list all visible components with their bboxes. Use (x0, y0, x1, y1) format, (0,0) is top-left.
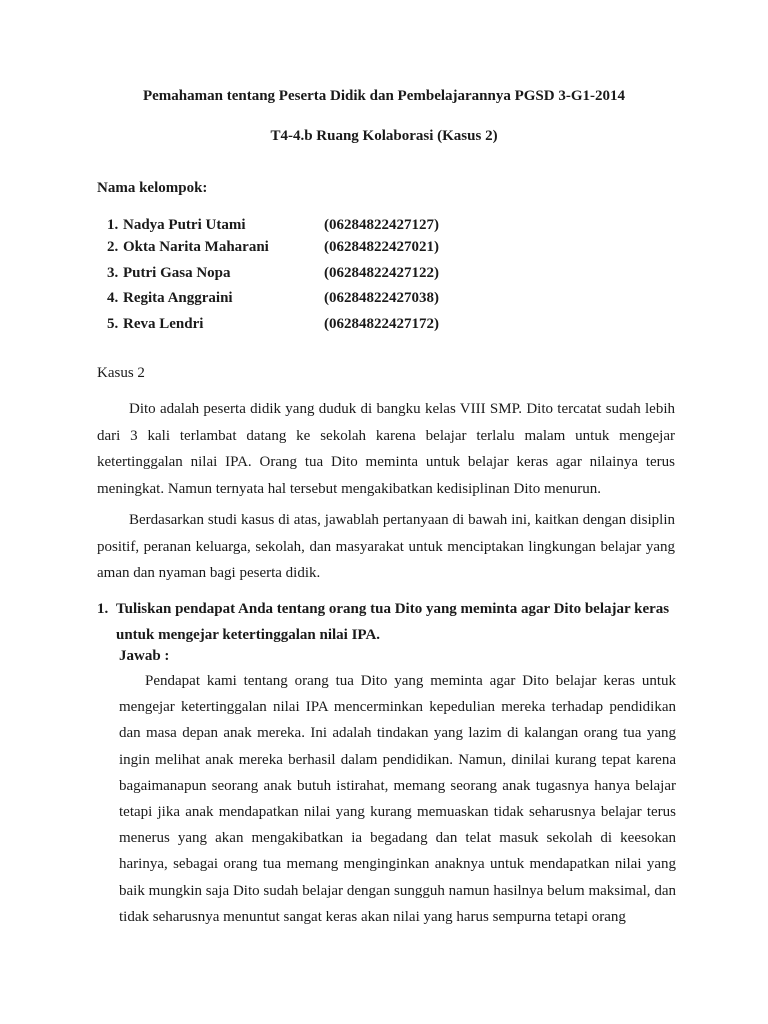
member-id: (06284822427172) (324, 316, 439, 332)
member-name: Reva Lendri (123, 316, 204, 332)
member-item (107, 217, 439, 237)
member-id: (06284822427038) (324, 290, 439, 306)
question-line-1: Tuliskan pendapat Anda tentang orang tua Dito yang meminta agar Dito belajar keras (116, 601, 670, 617)
question-line-2: untuk mengejar ketertinggalan nilai IPA. (116, 627, 381, 643)
member-name: Nadya Putri Utami (123, 217, 246, 233)
member-item (107, 239, 439, 259)
case-paragraph-1 (97, 396, 675, 502)
question-number: 1. (97, 601, 109, 617)
answer-text: Pendapat kami tentang orang tua Dito yang meminta agar Dito belajar keras untuk mengejar ketertinggalan nilai IPA mencerminkan kepedulian mereka terhadap pendidikan dan masa depan anak mereka. Ini adalah tindakan yang lazim di kalangan orang tua yang ingin melihat anak mereka berhasil dalam pendidikan. Namun, dinilai kurang tepat karena bagaimanapun seorang anak butuh istirahat, memang seorang anak tugasnya hanya belajar tetapi jika anak mendapatkan nilai yang kurang memuaskan tidak seharusnya belajar terus menerus yang akan mengakibatkan ia begadang dan telat masuk sekolah di keesokan harinya, sebagai orang tua memang menginginkan anaknya untuk mendapatkan nilai yang baik mungkin saja Dito sudah belajar dengan sungguh namun hasilnya belum maksimal, dan tidak seharusnya menuntut sangat keras akan nilai yang harus sempurna tetapi orang (119, 673, 676, 925)
member-id: (06284822427127) (324, 217, 439, 233)
member-id: (06284822427122) (324, 265, 439, 281)
member-item (107, 265, 439, 285)
case-heading: Kasus 2 (97, 365, 145, 381)
member-number: 4. (107, 290, 119, 306)
answer-label: Jawab : (119, 648, 170, 664)
case-paragraph-1-text: Dito adalah peserta didik yang duduk di bangku kelas VIII SMP. Dito tercatat sudah lebih dari 3 kali terlambat datang ke sekolah karena belajar terlalu malam untuk mengejar ketertinggalan nilai IPA. Orang tua Dito meminta untuk belajar keras agar nilainya terus meningkat. Namun ternyata hal tersebut mengakibatkan kedisiplinan Dito menurun. (97, 401, 675, 497)
member-number: 3. (107, 265, 119, 281)
group-heading: Nama kelompok: (97, 180, 208, 196)
member-number: 2. (107, 239, 119, 255)
member-name: Okta Narita Maharani (123, 239, 269, 255)
document-subtitle: T4-4.b Ruang Kolaborasi (Kasus 2) (270, 128, 498, 144)
member-number: 5. (107, 316, 119, 332)
member-number: 1. (107, 217, 119, 233)
member-name: Regita Anggraini (123, 290, 233, 306)
member-name: Putri Gasa Nopa (123, 265, 231, 281)
member-item (107, 290, 439, 310)
document-title: Pemahaman tentang Peserta Didik dan Pembelajarannya PGSD 3-G1-2014 (142, 88, 626, 104)
case-paragraph-2 (97, 507, 675, 587)
member-item (107, 316, 439, 336)
member-id: (06284822427021) (324, 239, 439, 255)
case-paragraph-2-text: Berdasarkan studi kasus di atas, jawablah pertanyaan di bawah ini, kaitkan dengan disiplin positif, peranan keluarga, sekolah, dan masyarakat untuk menciptakan lingkungan belajar yang aman dan nyaman bagi peserta didik. (97, 512, 675, 581)
answer-paragraph (119, 668, 676, 930)
